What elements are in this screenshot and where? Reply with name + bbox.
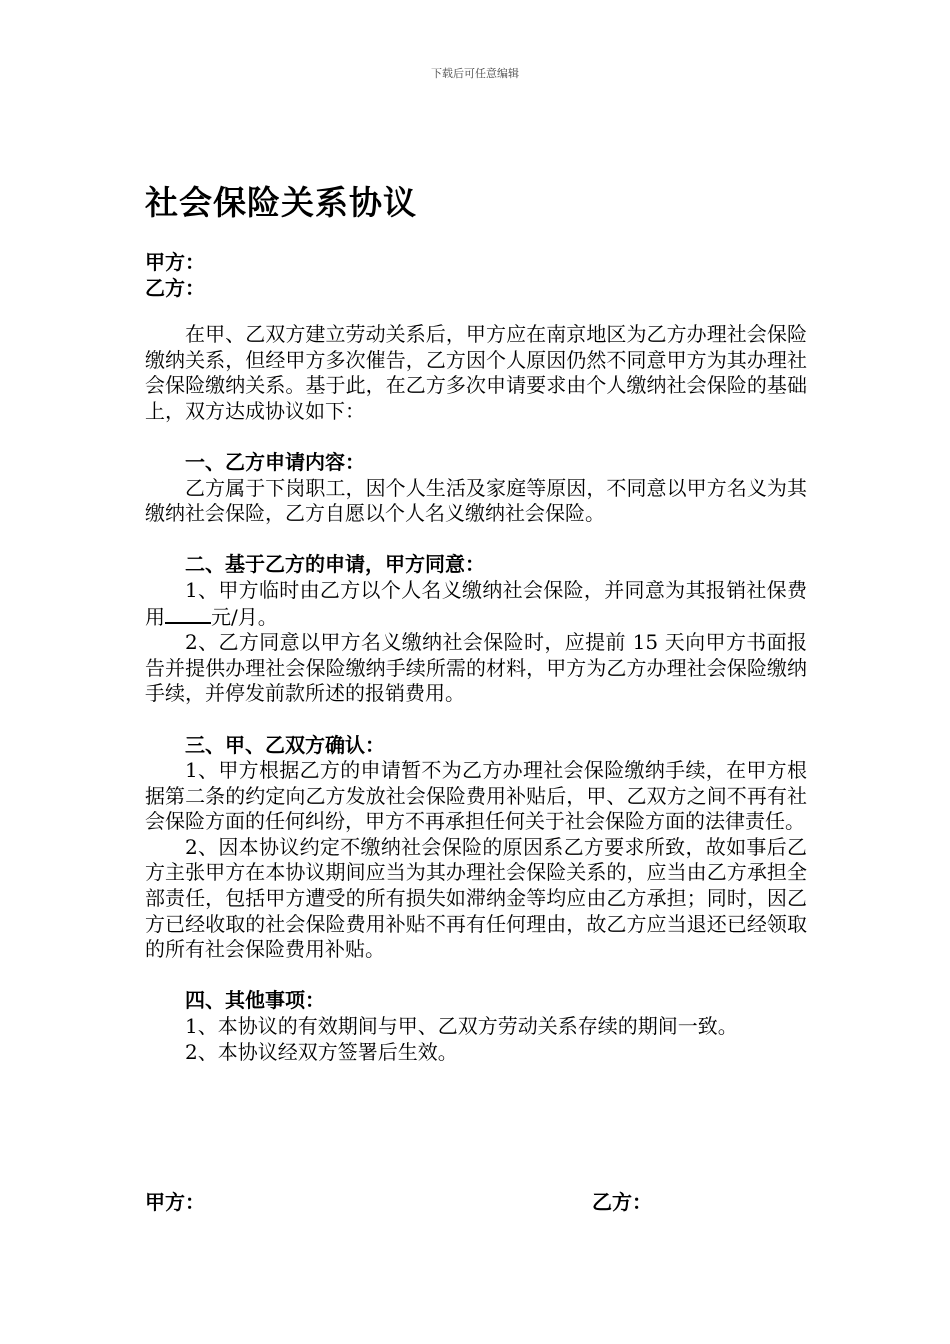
amount-blank: [165, 604, 211, 624]
section-3-paragraph-1: 1、甲方根据乙方的申请暂不为乙方办理社会保险缴纳手续，在甲方根据第二条的约定向乙方发放社会保险费用补贴后，甲、乙双方之间不再有社会保险方面的任何纠纷，甲方不再承担任何关于社会保险方面的法律责任。: [145, 758, 807, 834]
signature-party-b: 乙方：: [592, 1190, 652, 1214]
agreement-text: [145, 322, 807, 1065]
document-title: 社会保险关系协议: [145, 183, 417, 222]
party-a-label: 甲方：: [145, 250, 205, 274]
section-4-paragraph-2: 2、本协议经双方签署后生效。: [185, 1039, 458, 1064]
header-note: 下载后可任意编辑: [431, 67, 519, 80]
section-4-paragraph-1: 1、本协议的有效期间与甲、乙双方劳动关系存续的期间一致。: [185, 1014, 738, 1039]
section-3-paragraph-2: 2、因本协议约定不缴纳社会保险的原因系乙方要求所致，故如事后乙方主张甲方在本协议期间应当为其办理社会保险关系的，应当由乙方承担全部责任，包括甲方遭受的所有损失如滞纳金等均应由乙方承担；同时，因乙方已经收取的社会保险费用补贴不再有任何理由，故乙方应当退还已经领取的所有社会保险费用补贴。: [145, 834, 807, 962]
section-3-heading: 三、甲、乙双方确认：: [185, 732, 385, 757]
section-2-paragraph-2: 2、乙方同意以甲方名义缴纳社会保险时，应提前 15 天向甲方书面报告并提供办理社会保险缴纳手续所需的材料，甲方为乙方办理社会保险缴纳手续，并停发前款所述的报销费用。: [145, 630, 807, 706]
section-1-paragraph-1: 乙方属于下岗职工，因个人生活及家庭等原因，不同意以甲方名义为其缴纳社会保险，乙方自愿以个人名义缴纳社会保险。: [145, 475, 807, 526]
section-2-p1-unit: 元/月。: [211, 604, 278, 629]
section-4-heading: 四、其他事项：: [185, 988, 325, 1013]
section-2-p1-text: 1、甲方临时由乙方以个人名义缴纳社会保险，并同意为其报销社保费用: [145, 577, 807, 629]
party-b-label: 乙方：: [145, 276, 205, 300]
intro-paragraph: 在甲、乙双方建立劳动关系后，甲方应在南京地区为乙方办理社会保险缴纳关系，但经甲方多次催告，乙方因个人原因仍然不同意甲方为其办理社会保险缴纳关系。基于此，在乙方多次申请要求由个人缴纳社会保险的基础上，双方达成协议如下：: [145, 322, 807, 423]
section-2-paragraph-1: [145, 578, 807, 630]
signature-party-a: 甲方：: [145, 1190, 205, 1214]
section-2-heading: 二、基于乙方的申请，甲方同意：: [185, 552, 485, 577]
section-1-heading: 一、乙方申请内容：: [185, 449, 365, 474]
